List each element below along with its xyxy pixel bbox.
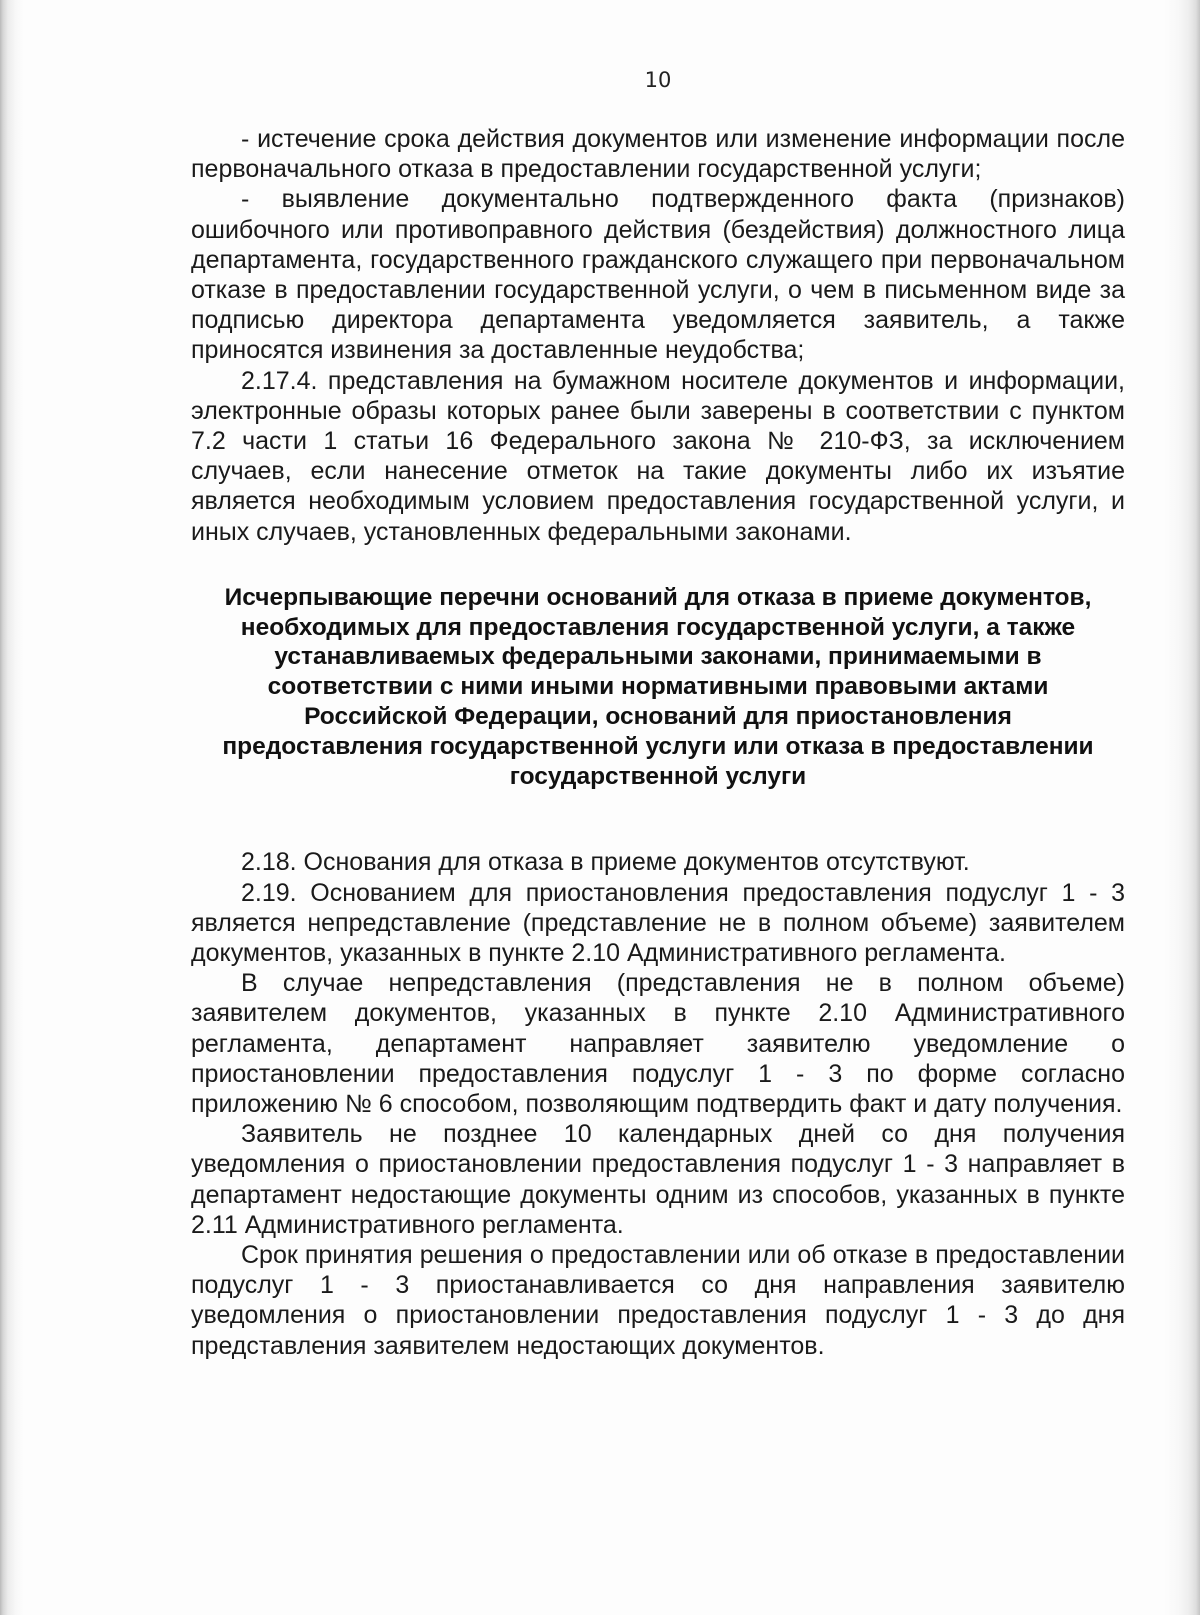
paragraph-official-error: - выявление документально подтвержденного факта (признаков) ошибочного или противоправного действия (бездействия) должностного лица департамента, государственного гражданского служащего при первоначальном отказе в предоставлении государственной услуги, о чем в письменном виде за подписью директора департамента уведомляется заявитель, а также приносятся извинения за доставленные неудобства; (191, 185, 1125, 365)
paragraph-applicant-deadline: Заявитель не позднее 10 календарных дней со дня получения уведомления о приостановлении предоставления подуслуг 1 - 3 направляет в департамент недостающие документы одним из способов, указанных в пункте 2.11 Административного регламента. (191, 1120, 1125, 1239)
scan-shadow-left (0, 0, 24, 1615)
paragraph-2-19: 2.19. Основанием для приостановления предоставления подуслуг 1 - 3 является непредставление (представление не в полном объеме) заявителем документов, указанных в пункте 2.10 Административного регламента. (191, 878, 1125, 968)
document-body (191, 124, 1125, 1361)
section-heading: Исчерпывающие перечни оснований для отказа в приеме документов, необходимых для предоставления государственной услуги, а также устанавливаемых федеральными законами, принимаемыми в соответствии с ними иными нормативными правовыми актами Российской Федерации, оснований для приостановления предоставления государственной услуги или отказа в предоставлении государственной услуги (222, 583, 1094, 790)
page-number: 10 (644, 68, 672, 92)
paragraph-2-17-4: 2.17.4. представления на бумажном носителе документов и информации, электронные образы которых ранее были заверены в соответствии с пунктом 7.2 части 1 статьи 16 Федерального закона № 210-ФЗ, за исключением случаев, если нанесение отметок на такие документы либо их изъятие является необходимым условием предоставления государственной услуги, и иных случаев, установленных федеральными законами. (191, 366, 1125, 546)
paragraph-decision-suspension: Срок принятия решения о предоставлении или об отказе в предоставлении подуслуг 1 - 3 приостанавливается со дня направления заявителю уведомления о приостановлении предоставления подуслуг 1 - 3 до дня представления заявителем недостающих документов. (191, 1241, 1125, 1360)
paragraph-expiry-of-documents: - истечение срока действия документов или изменение информации после первоначального отказа в предоставлении государственной услуги; (191, 125, 1125, 184)
paragraph-2-18: 2.18. Основания для отказа в приеме документов отсутствуют. (241, 848, 970, 877)
spacer (191, 791, 1125, 847)
scan-shadow-right (1164, 0, 1200, 1615)
paragraph-notification: В случае непредставления (представления не в полном объеме) заявителем документов, указанных в пункте 2.10 Административного регламента, департамент направляет заявителю уведомление о приостановлении предоставления подуслуг 1 - 3 по форме согласно приложению № 6 способом, позволяющим подтвердить факт и дату получения. (191, 969, 1125, 1119)
